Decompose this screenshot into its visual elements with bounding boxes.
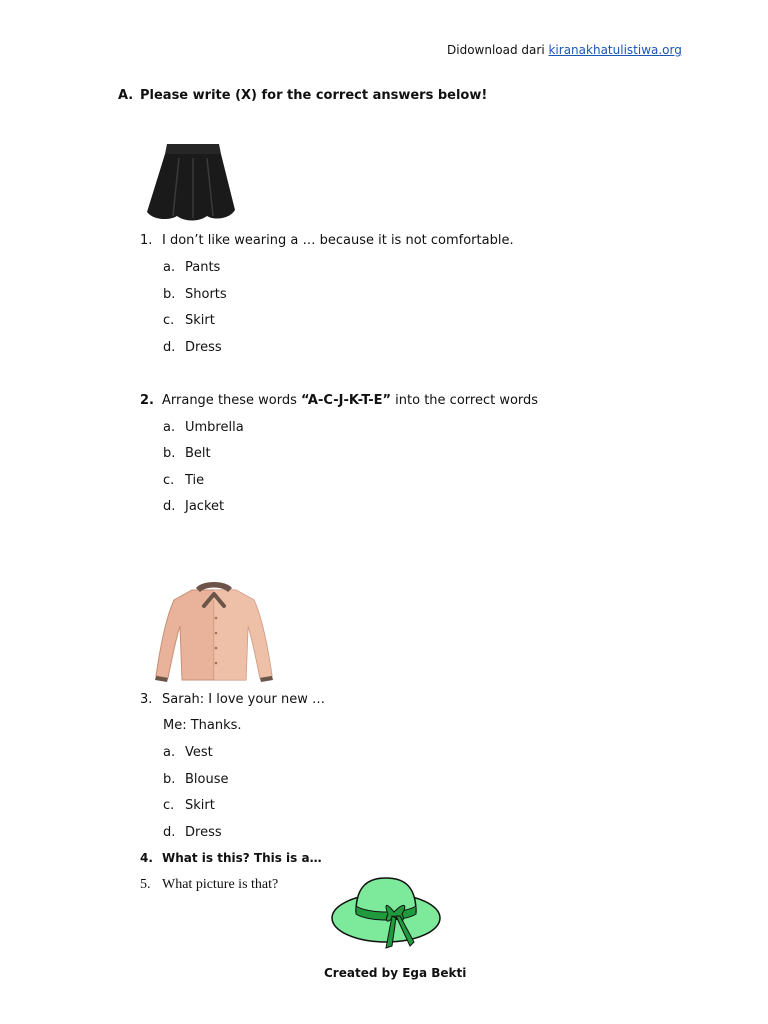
- option-text: Dress: [185, 825, 222, 840]
- q2-option-c[interactable]: [163, 473, 204, 488]
- option-letter: c.: [163, 313, 175, 328]
- q1-option-d[interactable]: [163, 340, 222, 355]
- q3-option-c[interactable]: [163, 798, 215, 813]
- question-number: 3.: [140, 692, 153, 707]
- question-text-post: into the correct words: [391, 393, 539, 408]
- option-text: Pants: [185, 260, 221, 275]
- option-text: Umbrella: [185, 420, 244, 435]
- question-3: [140, 692, 325, 707]
- q3-option-b[interactable]: [163, 772, 229, 787]
- scrambled-word: “A-C-J-K-T-E”: [301, 393, 392, 408]
- download-header: [447, 43, 682, 57]
- question-4: [140, 851, 322, 865]
- q1-option-b[interactable]: [163, 287, 227, 302]
- question-text: Sarah: I love your new …: [162, 692, 326, 707]
- option-text: Blouse: [185, 772, 229, 787]
- option-text: Tie: [185, 473, 205, 488]
- option-text: Belt: [185, 446, 211, 461]
- blouse-illustration: [150, 578, 278, 682]
- option-text: Shorts: [185, 287, 227, 302]
- question-number: 4.: [140, 851, 153, 865]
- option-text: Skirt: [185, 313, 215, 328]
- question-text: What is this? This is a…: [162, 851, 322, 865]
- q2-option-b[interactable]: [163, 446, 211, 461]
- q1-option-c[interactable]: [163, 313, 215, 328]
- question-text-pre: Arrange these words: [162, 393, 302, 408]
- option-text: Jacket: [185, 499, 225, 514]
- section-title-text: Please write (X) for the correct answers below!: [140, 88, 488, 103]
- option-letter: c.: [163, 798, 175, 813]
- option-text: Skirt: [185, 798, 215, 813]
- question-number: 2.: [140, 393, 154, 408]
- option-letter: d.: [163, 340, 176, 355]
- q3-option-a[interactable]: [163, 745, 213, 760]
- q2-option-a[interactable]: [163, 420, 244, 435]
- option-letter: b.: [163, 287, 176, 302]
- option-text: Dress: [185, 340, 222, 355]
- option-letter: d.: [163, 499, 176, 514]
- option-letter: c.: [163, 473, 175, 488]
- question-number: 1.: [140, 233, 153, 248]
- question-text: What picture is that?: [162, 877, 279, 892]
- header-link[interactable]: kiranakhatulistiwa.org: [548, 43, 682, 57]
- option-letter: b.: [163, 772, 176, 787]
- question-5: [140, 877, 278, 893]
- q1-option-a[interactable]: [163, 260, 220, 275]
- question-3-line2: Me: Thanks.: [163, 718, 242, 733]
- footer-credit: Created by Ega Bekti: [324, 966, 467, 980]
- q2-option-d[interactable]: [163, 499, 224, 514]
- question-2: [140, 393, 538, 408]
- option-letter: d.: [163, 825, 176, 840]
- option-letter: a.: [163, 260, 176, 275]
- question-number: 5.: [140, 877, 151, 892]
- skirt-illustration: [143, 140, 239, 222]
- q3-option-d[interactable]: [163, 825, 222, 840]
- hat-illustration: [328, 876, 444, 960]
- option-letter: a.: [163, 420, 176, 435]
- option-letter: b.: [163, 446, 176, 461]
- header-prefix: Didownload dari: [447, 43, 545, 57]
- section-title: [118, 88, 487, 103]
- option-letter: a.: [163, 745, 176, 760]
- question-text: I don’t like wearing a … because it is not comfortable.: [162, 233, 514, 248]
- option-text: Vest: [185, 745, 213, 760]
- section-letter: A.: [118, 88, 134, 103]
- question-1: [140, 233, 514, 248]
